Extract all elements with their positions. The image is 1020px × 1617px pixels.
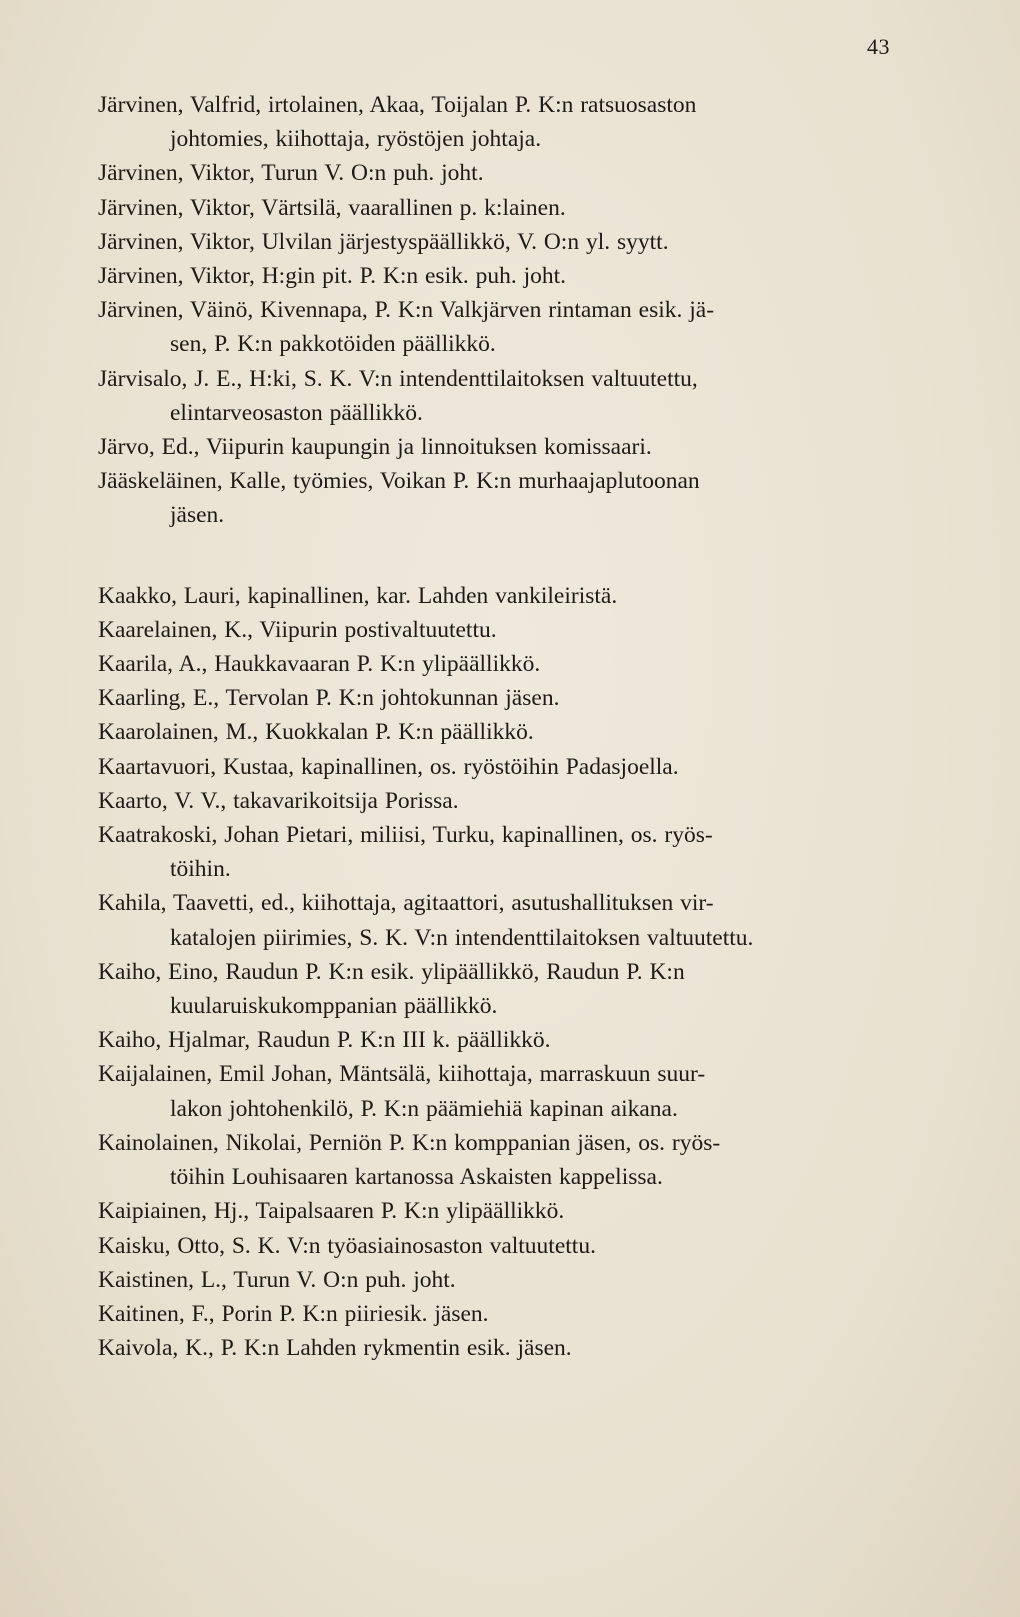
list-item	[98, 1229, 890, 1263]
list-item	[98, 464, 890, 532]
list-item	[98, 886, 890, 954]
entry-line: Kaistinen, L., Turun V. O:n puh. joht.	[98, 1266, 456, 1293]
list-item	[98, 681, 890, 715]
page-number: 43	[867, 34, 890, 59]
list-item	[98, 818, 890, 886]
entry-continuation-line: jäsen.	[170, 502, 225, 529]
list-item	[98, 88, 890, 156]
entry-continuation-line: elintarveosaston päällikkö.	[170, 399, 423, 426]
entry-line: Kahila, Taavetti, ed., kiihottaja, agitaattori, asutushallituksen vir-	[98, 890, 714, 917]
entry-line: Kaatrakoski, Johan Pietari, miliisi, Turku, kapinallinen, os. ryös-	[98, 822, 713, 849]
list-item	[98, 293, 890, 361]
entry-line: Kaartavuori, Kustaa, kapinallinen, os. ryöstöihin Padasjoella.	[98, 753, 679, 780]
entry-line: Järvinen, Viktor, Ulvilan järjestyspäällikkö, V. O:n yl. syytt.	[98, 228, 669, 255]
entry-line: Kaarling, E., Tervolan P. K:n johtokunnan jäsen.	[98, 685, 560, 712]
entry-line: Järvo, Ed., Viipurin kaupungin ja linnoituksen komissaari.	[98, 434, 652, 461]
entry-line: Kaiho, Hjalmar, Raudun P. K:n III k. päällikkö.	[98, 1027, 551, 1054]
list-item	[98, 1057, 890, 1125]
entry-line: Kaipiainen, Hj., Taipalsaaren P. K:n ylipäällikkö.	[98, 1198, 565, 1225]
list-item	[98, 784, 890, 818]
section-divider	[98, 533, 890, 579]
entry-line: Järvinen, Viktor, Turun V. O:n puh. joht.	[98, 160, 484, 187]
list-item	[98, 647, 890, 681]
entry-line: Kaiho, Eino, Raudun P. K:n esik. ylipäällikkö, Raudun P. K:n	[98, 958, 685, 985]
entry-line: Kaakko, Lauri, kapinallinen, kar. Lahden vankileiristä.	[98, 582, 618, 609]
entry-continuation-line: johtomies, kiihottaja, ryöstöjen johtaja.	[170, 126, 542, 153]
entry-line: Kaarila, A., Haukkavaaran P. K:n ylipäällikkö.	[98, 651, 541, 678]
list-item	[98, 156, 890, 190]
list-item	[98, 955, 890, 1023]
entry-continuation-line: katalojen piirimies, S. K. V:n intendenttilaitoksen valtuutettu.	[170, 924, 754, 951]
entry-continuation-line: kuularuiskukomppanian päällikkö.	[170, 993, 498, 1020]
entry-line: Jääskeläinen, Kalle, työmies, Voikan P. K:n murhaajaplutoonan	[98, 468, 700, 495]
entry-line: Kaijalainen, Emil Johan, Mäntsälä, kiihottaja, marraskuun suur-	[98, 1061, 706, 1088]
list-item	[98, 259, 890, 293]
entry-continuation-line: töihin.	[170, 856, 231, 883]
list-item	[98, 430, 890, 464]
entry-list	[98, 88, 890, 1365]
entry-line: Kaarelainen, K., Viipurin postivaltuutettu.	[98, 616, 497, 643]
list-item	[98, 579, 890, 613]
entry-line: Järvisalo, J. E., H:ki, S. K. V:n intendenttilaitoksen valtuutettu,	[98, 365, 698, 392]
list-item	[98, 613, 890, 647]
list-item	[98, 1126, 890, 1194]
entry-line: Kaitinen, F., Porin P. K:n piiriesik. jäsen.	[98, 1300, 489, 1327]
list-item	[98, 1331, 890, 1365]
list-item	[98, 1023, 890, 1057]
list-item	[98, 1194, 890, 1228]
entry-line: Järvinen, Väinö, Kivennapa, P. K:n Valkjärven rintaman esik. jä-	[98, 297, 715, 324]
list-item	[98, 1297, 890, 1331]
entry-line: Järvinen, Viktor, H:gin pit. P. K:n esik. puh. joht.	[98, 263, 567, 290]
entry-continuation-line: lakon johtohenkilö, P. K:n päämiehiä kapinan aikana.	[170, 1095, 678, 1122]
entry-line: Kaivola, K., P. K:n Lahden rykmentin esik. jäsen.	[98, 1335, 572, 1362]
list-item	[98, 1263, 890, 1297]
entry-line: Kaisku, Otto, S. K. V:n työasiainosaston valtuutettu.	[98, 1232, 596, 1259]
list-item	[98, 715, 890, 749]
entry-line: Järvinen, Valfrid, irtolainen, Akaa, Toijalan P. K:n ratsuosaston	[98, 92, 697, 118]
entry-line: Kaarolainen, M., Kuokkalan P. K:n päällikkö.	[98, 719, 534, 746]
list-item	[98, 750, 890, 784]
list-item	[98, 225, 890, 259]
entry-line: Kainolainen, Nikolai, Perniön P. K:n komppanian jäsen, os. ryös-	[98, 1129, 721, 1156]
list-item	[98, 191, 890, 225]
list-item	[98, 362, 890, 430]
entry-line: Järvinen, Viktor, Värtsilä, vaarallinen p. k:lainen.	[98, 194, 566, 221]
entry-continuation-line: sen, P. K:n pakkotöiden päällikkö.	[170, 331, 496, 358]
entry-line: Kaarto, V. V., takavarikoitsija Porissa.	[98, 787, 459, 814]
entry-continuation-line: töihin Louhisaaren kartanossa Askaisten kappelissa.	[170, 1164, 663, 1191]
